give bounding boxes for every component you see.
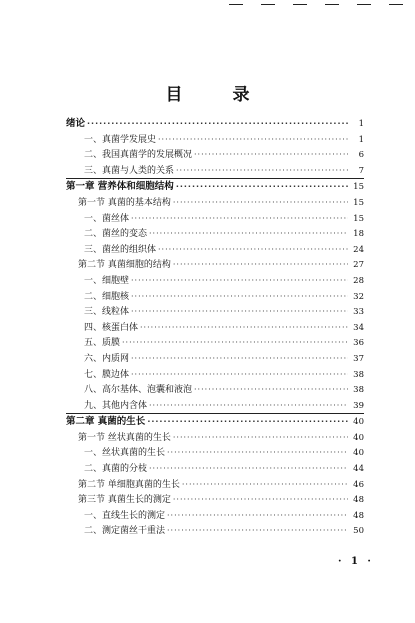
toc-entry-label: 三、真菌与人类的关系	[84, 165, 175, 176]
toc-entry-chapter[interactable]	[66, 414, 364, 430]
leader-dots	[149, 461, 348, 477]
leader-dots	[149, 226, 348, 242]
leader-dots	[173, 257, 348, 273]
leader-dots	[149, 398, 348, 414]
toc-entry-item[interactable]	[66, 147, 364, 163]
toc-entry-label: 第二章 真菌的生长	[66, 416, 146, 428]
toc-entry-page: 6	[358, 150, 364, 161]
table-of-contents	[66, 116, 364, 539]
leader-dots	[173, 430, 348, 446]
toc-entry-item[interactable]	[66, 367, 364, 383]
toc-entry-item[interactable]	[66, 351, 364, 367]
toc-entry-label: 二、细胞核	[84, 291, 130, 302]
toc-entry-page: 15	[353, 197, 364, 208]
toc-entry-section[interactable]	[66, 430, 364, 446]
leader-dots	[87, 116, 348, 132]
toc-entry-label: 第一节 丝状真菌的生长	[78, 432, 171, 443]
toc-entry-label: 七、膜边体	[84, 369, 130, 380]
toc-entry-page: 15	[353, 213, 364, 224]
toc-entry-label: 第二节 单细胞真菌的生长	[78, 479, 180, 490]
toc-entry-item[interactable]	[66, 304, 364, 320]
toc-entry-label: 二、真菌的分枝	[84, 464, 148, 475]
toc-entry-page: 40	[353, 448, 364, 459]
toc-entry-page: 36	[353, 338, 364, 349]
toc-entry-label: 一、丝状真菌的生长	[84, 448, 166, 459]
toc-entry-section[interactable]	[66, 492, 364, 508]
toc-entry-page: 38	[353, 369, 364, 380]
leader-dots	[158, 242, 348, 258]
toc-entry-label: 第一章 营养体和细胞结构	[66, 181, 174, 193]
leader-dots	[194, 382, 348, 398]
toc-entry-section[interactable]	[66, 195, 364, 211]
toc-entry-item[interactable]	[66, 132, 364, 148]
leader-dots	[131, 273, 348, 289]
toc-entry-label: 第三节 真菌生长的测定	[78, 495, 171, 506]
toc-entry-label: 八、高尔基体、泡囊和液泡	[84, 385, 193, 396]
leader-dots	[167, 445, 348, 461]
leader-dots	[131, 289, 348, 305]
toc-entry-label: 一、细胞壁	[84, 275, 130, 286]
toc-entry-item[interactable]	[66, 242, 364, 258]
toc-entry-page: 40	[353, 417, 364, 428]
leader-dots	[131, 211, 348, 227]
leader-dots	[167, 508, 348, 524]
leader-dots	[131, 351, 348, 367]
toc-entry-label: 一、真菌学发展史	[84, 134, 157, 145]
toc-entry-label: 三、线粒体	[84, 307, 130, 318]
toc-entry-page: 28	[353, 275, 364, 286]
toc-entry-page: 46	[353, 479, 364, 490]
toc-entry-label: 三、菌丝的组织体	[84, 244, 157, 255]
toc-entry-chapter[interactable]	[66, 179, 364, 195]
toc-entry-page: 18	[353, 229, 364, 240]
leader-dots	[194, 147, 348, 163]
toc-entry-label: 第二节 真菌细胞的结构	[78, 260, 171, 271]
toc-entry-label: 一、直线生长的测定	[84, 510, 166, 521]
leader-dots	[182, 477, 348, 493]
leader-dots	[167, 523, 348, 539]
toc-entry-section[interactable]	[66, 257, 364, 273]
leader-dots	[173, 492, 348, 508]
toc-entry-page: 24	[353, 244, 364, 255]
toc-entry-label: 二、测定菌丝干重法	[84, 526, 166, 537]
toc-entry-label: 五、质膜	[84, 338, 121, 349]
toc-entry-label: 第一节 真菌的基本结构	[78, 197, 171, 208]
leader-dots	[122, 335, 348, 351]
toc-entry-label: 六、内质网	[84, 353, 130, 364]
toc-entry-item[interactable]	[66, 523, 364, 539]
toc-entry-item[interactable]	[66, 211, 364, 227]
leader-dots	[176, 163, 348, 179]
toc-entry-page: 33	[353, 307, 364, 318]
page-number: · 1 ·	[338, 556, 374, 567]
toc-entry-item[interactable]	[66, 382, 364, 398]
toc-entry-label: 二、我国真菌学的发展概况	[84, 150, 193, 161]
toc-entry-page: 1	[358, 119, 364, 129]
toc-entry-page: 32	[353, 291, 364, 302]
toc-entry-page: 50	[353, 526, 364, 537]
toc-entry-label: 一、菌丝体	[84, 213, 130, 224]
toc-entry-page: 40	[353, 432, 364, 443]
toc-entry-page: 48	[353, 495, 364, 506]
toc-entry-section[interactable]	[66, 477, 364, 493]
toc-entry-label: 四、核蛋白体	[84, 322, 139, 333]
toc-entry-page: 27	[353, 260, 364, 271]
leader-dots	[173, 195, 348, 211]
toc-entry-page: 1	[358, 134, 364, 145]
toc-entry-page: 34	[353, 322, 364, 333]
toc-entry-item[interactable]	[66, 289, 364, 305]
toc-entry-item[interactable]	[66, 508, 364, 524]
toc-entry-label: 绪论	[66, 118, 86, 129]
toc-entry-chapter[interactable]	[66, 116, 364, 132]
top-edge-marks	[225, 0, 415, 10]
toc-entry-item[interactable]	[66, 335, 364, 351]
toc-entry-item[interactable]	[66, 461, 364, 477]
toc-entry-page: 37	[353, 353, 364, 364]
leader-dots	[158, 132, 348, 148]
toc-entry-item[interactable]	[66, 320, 364, 336]
toc-entry-page: 39	[353, 400, 364, 411]
toc-entry-label: 二、菌丝的变态	[84, 229, 148, 240]
toc-entry-page: 15	[353, 182, 364, 193]
toc-entry-page: 44	[353, 464, 364, 475]
leader-dots	[131, 304, 348, 320]
toc-entry-item[interactable]	[66, 273, 364, 289]
toc-entry-item[interactable]	[66, 445, 364, 461]
toc-entry-page: 38	[353, 385, 364, 396]
toc-entry-label: 九、其他内含体	[84, 400, 148, 411]
page-title: 目 录	[165, 85, 272, 105]
leader-dots	[147, 414, 348, 430]
leader-dots	[140, 320, 348, 336]
toc-entry-page: 7	[358, 165, 364, 176]
leader-dots	[131, 367, 348, 383]
toc-entry-item[interactable]	[66, 226, 364, 242]
leader-dots	[176, 179, 348, 195]
toc-entry-item[interactable]	[66, 163, 364, 179]
toc-entry-page: 48	[353, 510, 364, 521]
toc-entry-item[interactable]	[66, 398, 364, 414]
